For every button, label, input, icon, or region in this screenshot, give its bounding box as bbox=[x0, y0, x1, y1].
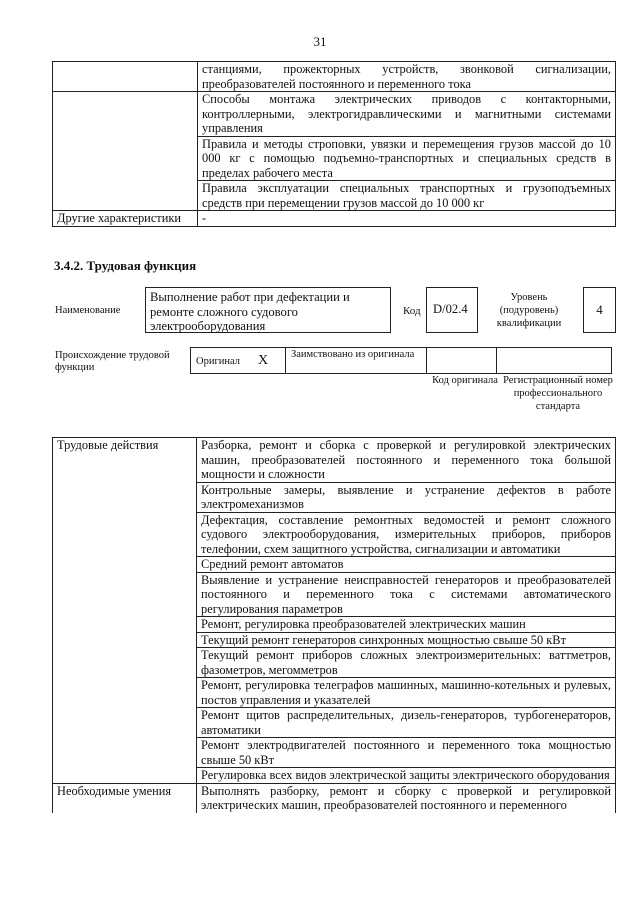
table-row bbox=[53, 438, 616, 483]
name-label: Наименование bbox=[55, 305, 121, 316]
table-cell-label: Необходимые умения bbox=[53, 783, 197, 813]
table-cell-text: Разборка, ремонт и сборка с проверкой и регулировкой электрических машин, преобразователей постоянного и переменного тока большой мощности и сложности bbox=[197, 438, 616, 483]
table-cell-text: Текущий ремонт генераторов синхронных мощностью свыше 50 кВт bbox=[197, 632, 616, 648]
table-cell-label bbox=[53, 92, 198, 137]
code-caption: Код оригинала bbox=[432, 375, 498, 386]
original-cell bbox=[191, 348, 286, 374]
original-label: Оригинал bbox=[196, 355, 240, 367]
labor-actions-table bbox=[52, 437, 616, 813]
origin-reg-cell bbox=[497, 348, 612, 374]
table-cell-text: Ремонт щитов распределительных, дизель-генераторов, турбогенераторов, автоматики bbox=[197, 708, 616, 738]
table-cell-text: Контрольные замеры, выявление и устранение дефектов в работе электромеханизмов bbox=[197, 482, 616, 512]
origin-label: Происхождение трудовой функции bbox=[55, 350, 170, 373]
reg-number-caption: Регистрационный номер профессионального стандарта bbox=[503, 375, 613, 412]
table-row bbox=[53, 783, 616, 813]
table-cell-text: Выполнять разборку, ремонт и сборку с проверкой и регулировкой электрических машин, преобразователей постоянного и переменного bbox=[197, 783, 616, 813]
level-label: Уровень (подуровень) квалификации bbox=[496, 292, 562, 329]
section-title: 3.4.2. Трудовая функция bbox=[54, 258, 197, 273]
table-cell-text: Правила эксплуатации специальных транспортных и грузоподъемных средств при перемещении грузов массой до 10 000 кг bbox=[198, 181, 616, 211]
table-row bbox=[53, 181, 616, 211]
function-name-box: Выполнение работ при дефектации и ремонте сложного судового электрооборудования bbox=[145, 287, 391, 333]
table-cell-label bbox=[53, 136, 198, 181]
table-row bbox=[53, 62, 616, 92]
borrowed-cell: Заимствовано из оригинала bbox=[286, 348, 427, 374]
table-cell-text: Средний ремонт автоматов bbox=[197, 557, 616, 573]
requirements-table-top bbox=[52, 61, 616, 227]
table-cell-text: - bbox=[198, 211, 616, 227]
table-row bbox=[53, 211, 616, 227]
original-mark: X bbox=[258, 352, 269, 368]
table-cell-text: Ремонт электродвигателей постоянного и переменного тока мощностью свыше 50 кВт bbox=[197, 738, 616, 768]
table-cell-label bbox=[53, 62, 198, 92]
table-row bbox=[53, 136, 616, 181]
origin-table bbox=[190, 347, 612, 374]
table-cell-text: станциями, прожекторных устройств, звонковой сигнализации, преобразователей постоянного и переменного тока bbox=[198, 62, 616, 92]
table-row bbox=[191, 348, 612, 374]
table-cell-text: Текущий ремонт приборов сложных электроизмерительных: ваттметров, фазометров, мегомметров bbox=[197, 648, 616, 678]
table-cell-text: Способы монтажа электрических приводов с контакторными, контроллерными, электрогидравлическими и магнитными системами управления bbox=[198, 92, 616, 137]
level-value-box: 4 bbox=[583, 287, 616, 333]
function-code-box: D/02.4 bbox=[426, 287, 478, 333]
table-cell-text: Ремонт, регулировка телеграфов машинных, машинно-котельных и рулевых, постов управления и указателей bbox=[197, 678, 616, 708]
origin-code-cell bbox=[427, 348, 497, 374]
table-cell-text: Правила и методы строповки, увязки и перемещения грузов массой до 10 000 кг с помощью подъемно-транспортных и специальных средств в пределах рабочего места bbox=[198, 136, 616, 181]
table-cell-text: Ремонт, регулировка преобразователей электрических машин bbox=[197, 617, 616, 633]
table-cell-text: Регулировка всех видов электрической защиты электрического оборудования bbox=[197, 768, 616, 784]
table-cell-label: Другие характеристики bbox=[53, 211, 198, 227]
page-number: 31 bbox=[313, 34, 327, 49]
table-cell-text: Дефектация, составление ремонтных ведомостей и ремонт сложного судового электрооборудования, измерительных приборов, приборов телефонии, схем защитного устройства, сигнализации и автоматики bbox=[197, 512, 616, 557]
table-cell-text: Выявление и устранение неисправностей генераторов и преобразователей постоянного и переменного тока с системами автоматического регулирования параметров bbox=[197, 572, 616, 617]
table-cell-label bbox=[53, 181, 198, 211]
table-cell-label: Трудовые действия bbox=[53, 438, 197, 784]
code-label: Код bbox=[403, 305, 421, 317]
table-row bbox=[53, 92, 616, 137]
